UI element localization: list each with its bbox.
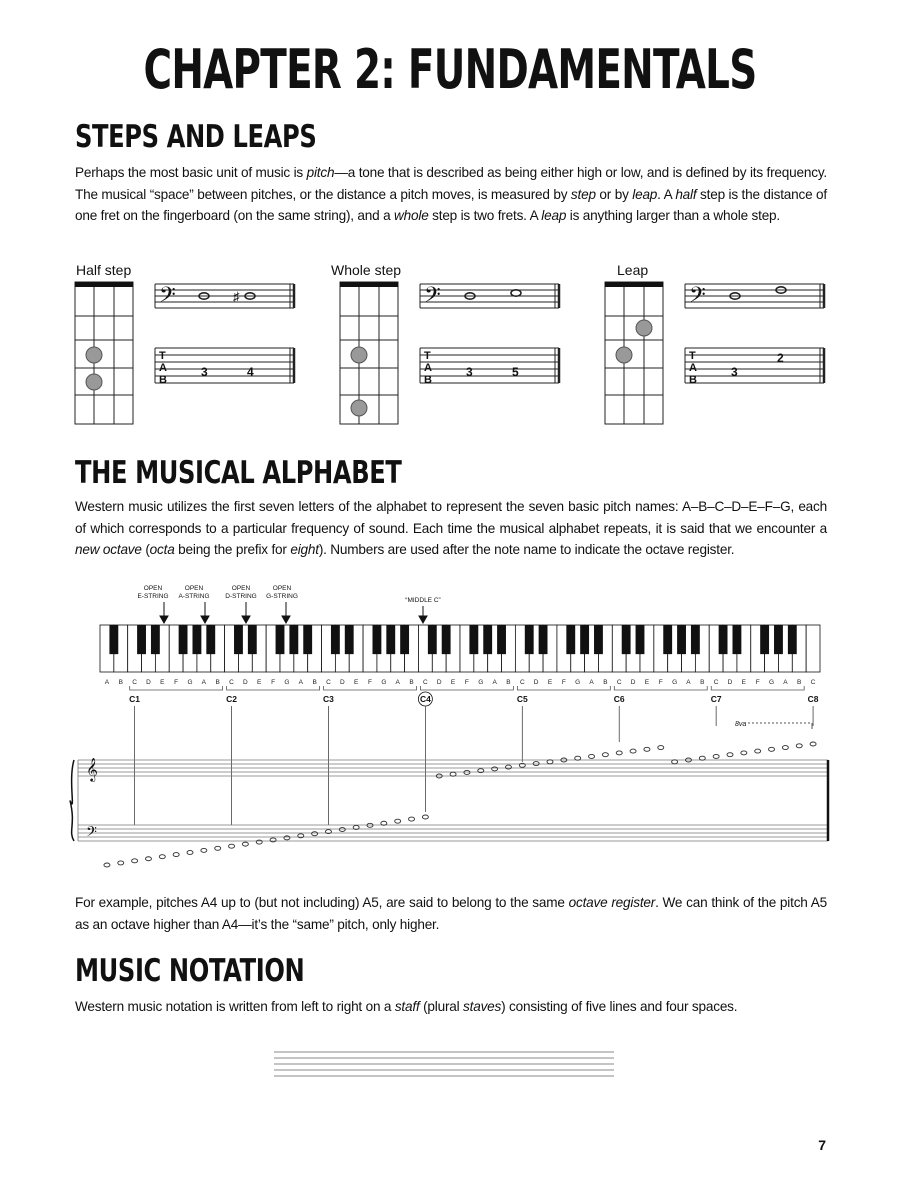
staff-note	[492, 767, 498, 771]
staff-note	[782, 746, 788, 750]
blank-staff	[0, 1040, 900, 1100]
note-name-label: E	[547, 679, 553, 686]
octave-bracket	[324, 686, 417, 690]
note-name-label: G	[575, 679, 581, 686]
octave-bracket	[517, 686, 610, 690]
sharp-icon: ♯	[233, 289, 240, 304]
note-name-label: E	[353, 679, 359, 686]
octave-bracket	[614, 686, 707, 690]
fretboard-diagram-whole-step	[340, 282, 398, 424]
black-key	[400, 625, 409, 654]
note-name-label: D	[243, 679, 248, 686]
staff-note	[810, 742, 816, 746]
staff-note	[464, 770, 470, 774]
c-octave-label: C4	[419, 694, 431, 704]
svg-text:4: 4	[247, 365, 254, 379]
note-name-label: F	[658, 679, 663, 686]
black-key	[497, 625, 506, 654]
bass-clef-icon: 𝄢	[159, 282, 176, 312]
staff-note	[395, 819, 401, 823]
note-name-label: F	[755, 679, 760, 686]
staff-note	[229, 844, 235, 848]
staff-note	[755, 749, 761, 753]
open-e-label: OPEN	[143, 585, 163, 592]
whole-step-label: Whole step	[331, 262, 402, 278]
staff-note	[132, 859, 138, 863]
note-name-label: D	[436, 679, 442, 686]
piano-keyboard-diagram	[0, 580, 900, 870]
staff-note	[201, 848, 207, 852]
black-key	[234, 625, 243, 654]
note-name-label: B	[506, 679, 511, 686]
staff-note	[616, 751, 622, 755]
staff-note	[284, 836, 290, 840]
grand-staff	[70, 759, 828, 843]
note-name-label: C	[423, 679, 428, 686]
black-key	[760, 625, 769, 654]
staff-note	[769, 747, 775, 751]
svg-text:3: 3	[466, 365, 473, 379]
leap-label: Leap	[617, 262, 649, 278]
staff-note	[644, 747, 650, 751]
svg-text:A: A	[424, 362, 432, 374]
note-name-label: A	[201, 679, 207, 686]
staff-notes	[104, 742, 816, 867]
section-heading-music-notation: MUSIC NOTATION	[75, 953, 305, 989]
middle-c-label: “MIDDLE C”	[405, 597, 441, 604]
fretboard-diagram-leap	[605, 282, 663, 424]
svg-text:A: A	[689, 362, 697, 374]
note-name-label: C	[713, 679, 719, 686]
note-name-label: D	[146, 679, 151, 686]
staff-note	[796, 744, 802, 748]
note-name-label: A	[686, 679, 691, 686]
staff-example-leap	[685, 282, 824, 312]
svg-text:B: B	[159, 374, 167, 386]
note-name-label: E	[257, 679, 262, 686]
note-name-row	[105, 679, 816, 686]
black-key	[248, 625, 257, 654]
white-key	[806, 625, 820, 672]
note-name-label: G	[478, 679, 484, 686]
svg-text:5: 5	[512, 365, 519, 379]
staff-note	[159, 855, 165, 859]
open-g-label: OPEN	[272, 585, 292, 592]
brace	[70, 760, 74, 841]
staff-example-whole-step	[420, 282, 559, 312]
section-heading-steps-leaps: STEPS AND LEAPS	[75, 119, 317, 155]
staff-note	[713, 754, 719, 758]
staff-note	[589, 754, 595, 758]
note-name-label: C	[519, 679, 525, 686]
note-name-label: C	[229, 679, 234, 686]
note-name-label: F	[174, 679, 179, 686]
note-name-label: C	[810, 679, 816, 686]
treble-clef-icon: 𝄞	[86, 759, 98, 781]
note-name-label: E	[450, 679, 456, 686]
note-name-label: G	[672, 679, 678, 686]
note-name-label: C	[616, 679, 622, 686]
note-name-label: E	[741, 679, 747, 686]
note-name-label: B	[118, 679, 123, 686]
note-name-label: E	[160, 679, 165, 686]
black-key	[774, 625, 783, 654]
black-key	[428, 625, 437, 654]
note-name-label: A	[298, 679, 303, 686]
musical-alphabet-paragraph: Western music utilizes the first seven letters of the alphabet to represent the seven basic pitch names: A–B–C–D–E–F–G, each of which corresponds to a particular frequency of sound. Each time the musical alphabet repeats, it is said that we encounter a new octave (octa being the prefix for eight). Numbers are used after the note name to indicate the octave register.	[75, 499, 827, 557]
staff-note	[658, 746, 664, 750]
note-name-label: G	[284, 679, 290, 686]
chapter-title: CHAPTER 2: FUNDAMENTALS	[143, 38, 757, 101]
svg-text:3: 3	[201, 365, 208, 379]
note-name-label: F	[464, 679, 469, 686]
black-key	[386, 625, 395, 654]
staff-note	[312, 832, 318, 836]
note-name-label: A	[589, 679, 594, 686]
svg-text:T: T	[424, 350, 431, 362]
bass-clef-icon: 𝄢	[689, 282, 706, 312]
svg-text:G-STRING: G-STRING	[266, 593, 298, 600]
note-name-label: B	[797, 679, 802, 686]
svg-text:T: T	[689, 350, 696, 362]
note-name-label: E	[644, 679, 650, 686]
black-key	[442, 625, 451, 654]
bass-clef-icon: 𝄢	[424, 282, 441, 312]
note-name-label: F	[368, 679, 372, 686]
black-key	[788, 625, 797, 654]
note-name-label: F	[271, 679, 276, 686]
black-key	[483, 625, 492, 654]
staff-note	[630, 749, 636, 753]
black-key	[289, 625, 298, 654]
black-key	[276, 625, 285, 654]
octave-register-paragraph: For example, pitches A4 up to (but not including) A5, are said to belong to the same octave register. We can think of the pitch A5 as an octave higher than A4—it’s the “same” pitch, only higher.	[75, 895, 828, 932]
staff-note	[242, 842, 248, 846]
staff-note	[187, 850, 193, 854]
svg-text:B: B	[689, 374, 697, 386]
note-name-label: B	[700, 679, 705, 686]
note-name-label: B	[215, 679, 220, 686]
note-name-label: D	[533, 679, 539, 686]
note-name-label: D	[339, 679, 345, 686]
c-octave-label: C3	[323, 694, 334, 704]
staff-note	[339, 828, 345, 832]
open-a-label: OPEN	[184, 585, 204, 592]
svg-text:A-STRING: A-STRING	[178, 593, 210, 600]
black-key	[594, 625, 603, 654]
note-name-label: B	[312, 679, 317, 686]
staff-note	[145, 857, 151, 861]
note-name-label: B	[603, 679, 608, 686]
black-key	[303, 625, 312, 654]
black-key	[331, 625, 340, 654]
black-key	[580, 625, 589, 654]
black-key	[663, 625, 672, 654]
note-name-label: F	[561, 679, 566, 686]
staff-note	[602, 753, 608, 757]
black-key	[691, 625, 700, 654]
note-name-label: D	[630, 679, 636, 686]
open-d-label: OPEN	[231, 585, 251, 592]
page-number: 7	[818, 1137, 826, 1153]
tab-example-half-step	[155, 348, 294, 383]
c-octave-label: C7	[710, 694, 722, 704]
note-name-label: G	[769, 679, 775, 686]
black-key	[192, 625, 201, 654]
staff-note	[422, 815, 428, 819]
black-key	[206, 625, 215, 654]
black-key	[345, 625, 354, 654]
black-key	[525, 625, 534, 654]
svg-text:2: 2	[777, 351, 784, 365]
tab-example-whole-step	[420, 348, 559, 383]
staff-note	[173, 853, 179, 857]
svg-text:D-STRING: D-STRING	[225, 593, 257, 600]
black-key	[372, 625, 381, 654]
note-name-label: A	[783, 679, 788, 686]
black-key	[179, 625, 188, 654]
note-name-label: A	[492, 679, 497, 686]
music-notation-paragraph: Western music notation is written from left to right on a staff (plural staves) consisting of five lines and four spaces.	[75, 999, 738, 1014]
staff-note	[104, 863, 110, 867]
bass-clef-icon: 𝄢	[86, 824, 97, 843]
staff-note	[741, 751, 747, 755]
c-octave-label: C8	[807, 694, 819, 704]
black-key	[677, 625, 686, 654]
black-key	[732, 625, 741, 654]
note-name-label: A	[104, 679, 110, 686]
octave-bracket	[711, 686, 804, 690]
note-name-label: C	[132, 679, 137, 686]
black-key	[137, 625, 146, 654]
black-key	[566, 625, 575, 654]
staff-note	[118, 861, 124, 865]
note-name-label: B	[409, 679, 414, 686]
c-octave-label: C2	[226, 694, 237, 704]
svg-text:T: T	[159, 350, 166, 362]
staff-example-half-step	[155, 282, 294, 312]
c-octave-label: C6	[613, 694, 625, 704]
note-name-label: C	[326, 679, 331, 686]
c-octave-label: C1	[129, 694, 141, 704]
octave-bracket	[227, 686, 320, 690]
svg-text:A: A	[159, 362, 167, 374]
section-heading-musical-alphabet: THE MUSICAL ALPHABET	[75, 455, 402, 491]
staff-note	[409, 817, 415, 821]
note-name-label: G	[187, 679, 193, 686]
staff-note	[727, 753, 733, 757]
half-step-label: Half step	[76, 262, 132, 278]
svg-text:E-STRING: E-STRING	[137, 593, 169, 600]
staff-note	[533, 762, 539, 766]
fretboard-diagram-half-step	[75, 282, 133, 424]
black-key	[539, 625, 548, 654]
steps-leaps-paragraph: Perhaps the most basic unit of music is pitch—a tone that is described as being either high or low, and is defined by its frequency. The musical “space” between pitches, or the distance a pitch moves, is measured by step or by leap. A half step is the distance of one fret on the fingerboard (on the same string), and a whole step is two frets. A leap is anything larger than a whole step.	[75, 165, 827, 223]
black-key	[622, 625, 631, 654]
svg-text:3: 3	[731, 365, 738, 379]
note-name-label: D	[727, 679, 733, 686]
black-key	[636, 625, 645, 654]
svg-text:B: B	[424, 374, 432, 386]
note-name-label: G	[381, 679, 387, 686]
octave-bracket	[130, 686, 223, 690]
octave-bracket	[420, 686, 513, 690]
black-key	[109, 625, 118, 654]
black-key	[469, 625, 478, 654]
staff-note	[505, 765, 511, 769]
tab-example-leap	[685, 348, 824, 383]
staff-note	[215, 846, 221, 850]
ottava-mark: 8va	[735, 721, 747, 728]
black-key	[151, 625, 160, 654]
octave-c-labels	[129, 692, 819, 706]
c-octave-label: C5	[516, 694, 528, 704]
note-name-label: A	[395, 679, 400, 686]
black-key	[719, 625, 728, 654]
